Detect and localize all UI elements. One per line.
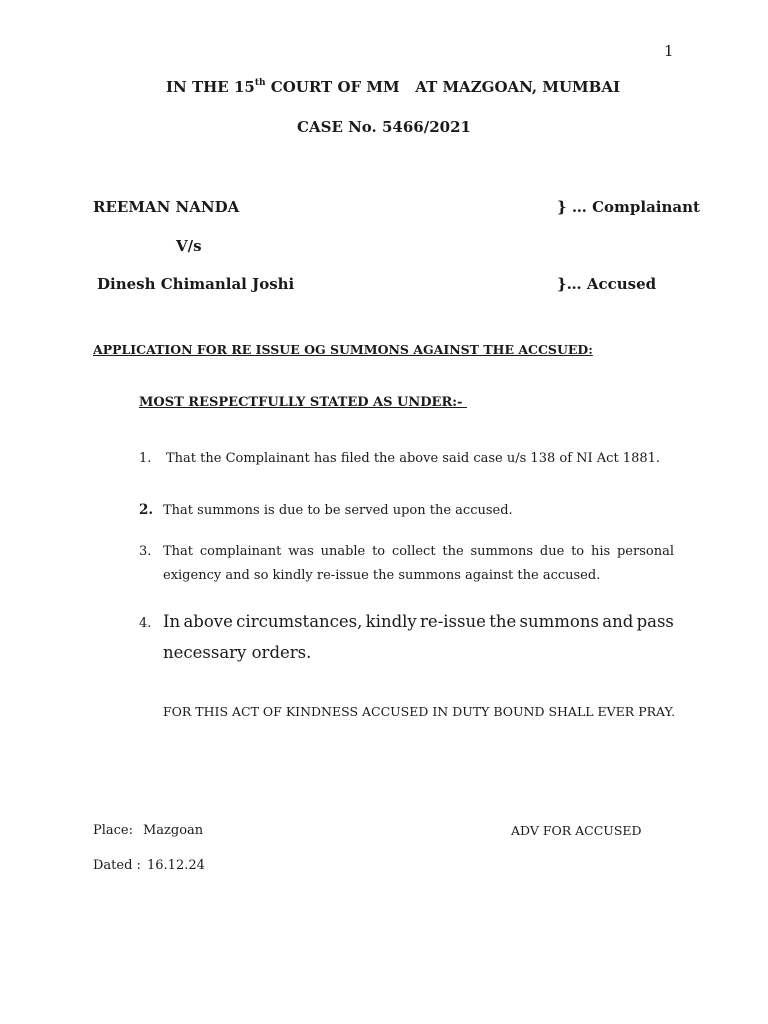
application-title: APPLICATION FOR RE ISSUE OG SUMMONS AGAINST THE ACCSUED: xyxy=(93,342,593,357)
accused-role: }… Accused xyxy=(557,275,657,293)
word: complainant xyxy=(199,544,282,559)
word: above xyxy=(183,612,233,631)
accused-name: Dinesh Chimanlal Joshi xyxy=(97,275,295,293)
word: his xyxy=(590,544,611,559)
word: to xyxy=(571,544,585,559)
word: summons xyxy=(519,612,599,631)
dated-value: 16.12.24 xyxy=(147,858,205,873)
word: kindly xyxy=(365,612,417,631)
prayer-clause: FOR THIS ACT OF KINDNESS ACCUSED IN DUTY BOUND SHALL EVER PRAY. xyxy=(163,704,676,719)
versus-label: V/s xyxy=(176,237,202,255)
case-number: CASE No. 5466/2021 xyxy=(297,118,471,136)
court-title-suffix: COURT OF MM AT MAZGOAN, MUMBAI xyxy=(265,78,620,96)
complainant-role: } … Complainant xyxy=(557,198,700,216)
paragraph-text: That summons is due to be served upon the accused. xyxy=(163,503,513,518)
paragraph-text: That the Complainant has filed the above said case u/s 138 of NI Act 1881. xyxy=(166,451,661,466)
paragraph-number: 2. xyxy=(139,502,154,518)
paragraph-4 xyxy=(139,612,674,662)
word: personal xyxy=(616,544,674,559)
word: re-issue xyxy=(420,612,486,631)
signatory: ADV FOR ACCUSED xyxy=(511,823,642,838)
word: collect xyxy=(391,544,436,559)
word: pass xyxy=(636,612,674,631)
paragraph-line xyxy=(163,544,674,559)
word: That xyxy=(163,544,194,559)
paragraph-1 xyxy=(139,451,660,466)
page-number: 1 xyxy=(664,42,674,60)
word: due xyxy=(539,544,565,559)
place-value: Mazgoan xyxy=(143,823,204,838)
paragraph-number: 4. xyxy=(139,616,152,631)
word: summons xyxy=(470,544,534,559)
place-line xyxy=(93,823,203,838)
place-label: Place: xyxy=(93,823,134,838)
paragraph-3 xyxy=(139,544,674,583)
word: to xyxy=(372,544,386,559)
paragraph-line xyxy=(163,612,674,631)
word: In xyxy=(163,612,181,631)
paragraph-number: 1. xyxy=(139,451,152,466)
court-title-superscript: th xyxy=(254,78,266,88)
paragraph-line: necessary orders. xyxy=(163,643,312,662)
court-title xyxy=(0,78,768,96)
word: unable xyxy=(320,544,366,559)
complainant-name: REEMAN NANDA xyxy=(93,198,240,216)
word: and xyxy=(602,612,634,631)
paragraph-number: 3. xyxy=(139,544,152,559)
court-title-prefix: IN THE 15 xyxy=(166,78,255,96)
dated-line xyxy=(93,858,205,873)
word: the xyxy=(442,544,464,559)
dated-label: Dated : xyxy=(93,858,141,873)
word: was xyxy=(288,544,314,559)
word: circumstances, xyxy=(236,612,363,631)
stated-title: MOST RESPECTFULLY STATED AS UNDER:- xyxy=(139,395,467,410)
paragraph-line: exigency and so kindly re-issue the summons against the accused. xyxy=(163,568,601,583)
word: the xyxy=(489,612,517,631)
paragraph-2 xyxy=(139,502,513,518)
